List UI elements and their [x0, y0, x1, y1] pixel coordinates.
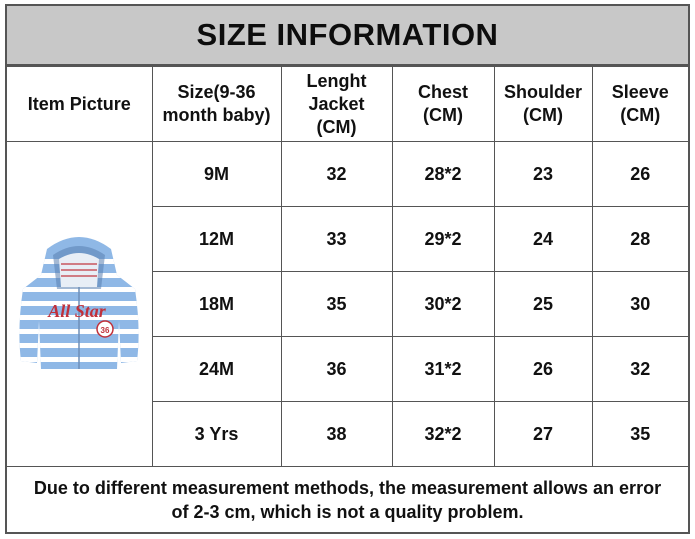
hooded-jacket-image	[17, 229, 141, 379]
sleeve-cell: 32	[592, 337, 688, 402]
header-label: Chest	[417, 82, 468, 102]
size-cell: 24M	[152, 337, 281, 402]
chest-cell: 28*2	[392, 142, 494, 207]
header-label: Lenght	[306, 70, 367, 91]
disclaimer-line: of 2-3 cm, which is not a quality problem.	[171, 502, 524, 522]
header-length	[281, 67, 392, 142]
sleeve-cell: 35	[592, 402, 688, 467]
length-cell: 32	[281, 142, 392, 207]
header-label: (CM)	[620, 105, 661, 125]
length-cell: 36	[281, 337, 392, 402]
page-title: SIZE INFORMATION	[196, 17, 499, 52]
chest-cell: 32*2	[392, 402, 494, 467]
disclaimer-line: Due to different measurement methods, the measurement allows an error	[33, 478, 662, 498]
length-cell: 35	[281, 272, 392, 337]
header-label: Sleeve	[611, 82, 669, 102]
size-cell: 18M	[152, 272, 281, 337]
shoulder-cell: 25	[494, 272, 592, 337]
title-bar	[7, 6, 688, 66]
size-table	[7, 66, 688, 467]
length-cell: 38	[281, 402, 392, 467]
sleeve-cell: 28	[592, 207, 688, 272]
shoulder-cell: 23	[494, 142, 592, 207]
size-cell: 3 Yrs	[152, 402, 281, 467]
header-label: Item Picture	[27, 93, 131, 114]
sleeve-cell: 26	[592, 142, 688, 207]
chest-cell: 31*2	[392, 337, 494, 402]
shoulder-cell: 27	[494, 402, 592, 467]
shoulder-cell: 24	[494, 207, 592, 272]
size-chart	[5, 4, 690, 534]
header-label: (CM)	[316, 116, 357, 137]
header-label: Shoulder	[503, 82, 582, 102]
header-label: Jacket	[308, 93, 365, 114]
disclaimer-note	[7, 466, 688, 533]
size-cell: 12M	[152, 207, 281, 272]
sleeve-cell: 30	[592, 272, 688, 337]
size-cell: 9M	[152, 142, 281, 207]
logo-text: All Star	[48, 301, 107, 321]
header-row	[7, 67, 688, 142]
chest-cell: 30*2	[392, 272, 494, 337]
header-label: (CM)	[423, 105, 463, 125]
header-chest	[392, 67, 494, 142]
badge-text: 36	[100, 326, 110, 335]
header-shoulder	[494, 67, 592, 142]
shoulder-cell: 26	[494, 337, 592, 402]
header-item-picture	[7, 67, 152, 142]
item-picture-cell	[7, 142, 152, 467]
header-size	[152, 67, 281, 142]
header-sleeve	[592, 67, 688, 142]
header-label: (CM)	[523, 105, 563, 125]
chest-cell: 29*2	[392, 207, 494, 272]
table-row	[7, 142, 688, 207]
header-label: month baby)	[162, 105, 271, 125]
length-cell: 33	[281, 207, 392, 272]
header-label: Size(9-36	[177, 82, 256, 102]
